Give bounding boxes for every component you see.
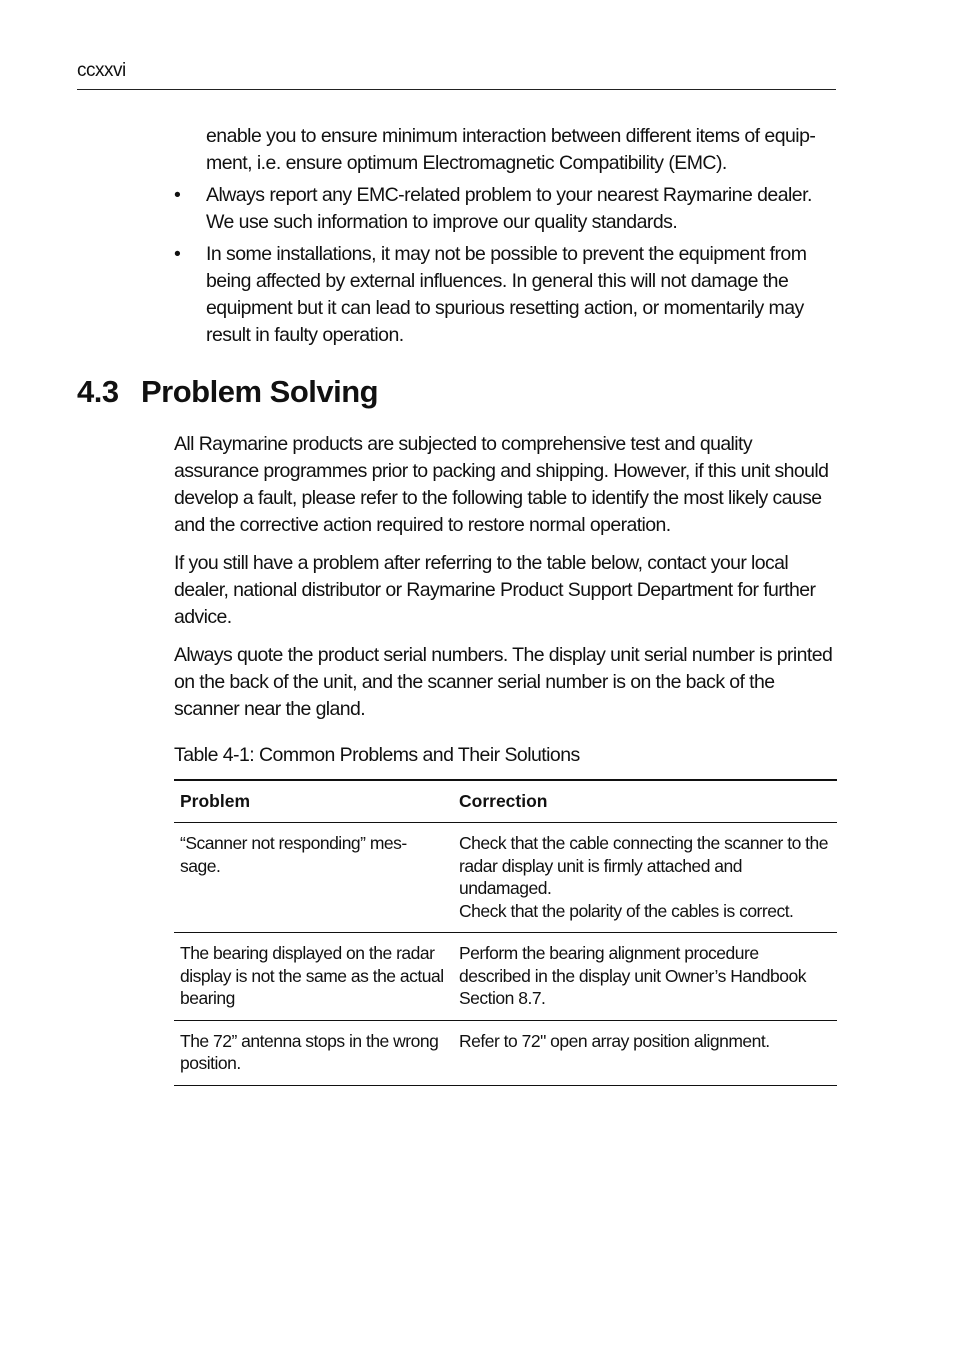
correction-line: Perform the bearing alignment procedure described in the display unit Owner’s Handbook Section 8.7.	[459, 943, 806, 1008]
correction-cell	[453, 933, 837, 1021]
correction-cell	[453, 823, 837, 933]
paragraph: Always quote the product serial numbers. The display unit serial number is printed on the back of the unit, and the scanner serial number is on the back of the scanner near the gland.	[174, 644, 833, 720]
page-number: ccxxvi	[77, 60, 126, 81]
column-header-correction: Correction	[453, 780, 837, 823]
correction-line: Check that the polarity of the cables is correct.	[459, 900, 794, 921]
table-row	[174, 1020, 837, 1085]
correction-line: Check that the cable connecting the scanner to the radar display unit is firmly attached and undamaged.	[459, 833, 829, 898]
bullet-text: In some installations, it may not be possible to prevent the equipment from being affected by external influences. In general this will not damage the equipment but it can lead to spurious resetting action, or momentarily may result in faulty operation.	[206, 243, 807, 346]
bullet-item	[174, 182, 838, 236]
paragraph: All Raymarine products are subjected to comprehensive test and quality assurance programmes prior to packing and shipping. However, if this unit should develop a fault, please refer to the following table to identify the most likely cause and the corrective action required to restore normal operation.	[174, 433, 829, 536]
continued-paragraph: enable you to ensure minimum interaction between different items of equip-ment, i.e. ensure optimum Electromagnetic Compatibility (EMC).	[206, 125, 816, 174]
column-header-problem: Problem	[174, 780, 453, 823]
paragraph: If you still have a problem after referring to the table below, contact your local dealer, national distributor or Raymarine Product Support Department for further advice.	[174, 552, 816, 628]
body-text	[174, 431, 838, 734]
bullet-text: Always report any EMC-related problem to your nearest Raymarine dealer. We use such information to improve our quality standards.	[206, 184, 812, 233]
section-heading	[77, 374, 378, 410]
table-caption: Table 4-1: Common Problems and Their Solutions	[174, 744, 580, 766]
problem-cell: “Scanner not responding” mes-sage.	[174, 823, 453, 933]
table-row	[174, 933, 837, 1021]
intro-section	[174, 123, 838, 354]
bullet-item	[174, 241, 838, 349]
table-header-row	[174, 780, 837, 823]
correction-line: Refer to 72" open array position alignment.	[459, 1030, 770, 1051]
problem-cell: The 72” antenna stops in the wrong position.	[174, 1020, 453, 1085]
correction-cell	[453, 1020, 837, 1085]
bullet-list	[174, 182, 838, 349]
problems-table	[174, 779, 837, 1086]
bullet-icon: •	[174, 243, 181, 265]
table-row	[174, 823, 837, 933]
bullet-icon: •	[174, 184, 181, 206]
section-title: Problem Solving	[141, 374, 379, 409]
page-header	[77, 58, 836, 90]
section-number: 4.3	[77, 374, 119, 409]
problem-cell: The bearing displayed on the radar display is not the same as the actual bearing	[174, 933, 453, 1021]
